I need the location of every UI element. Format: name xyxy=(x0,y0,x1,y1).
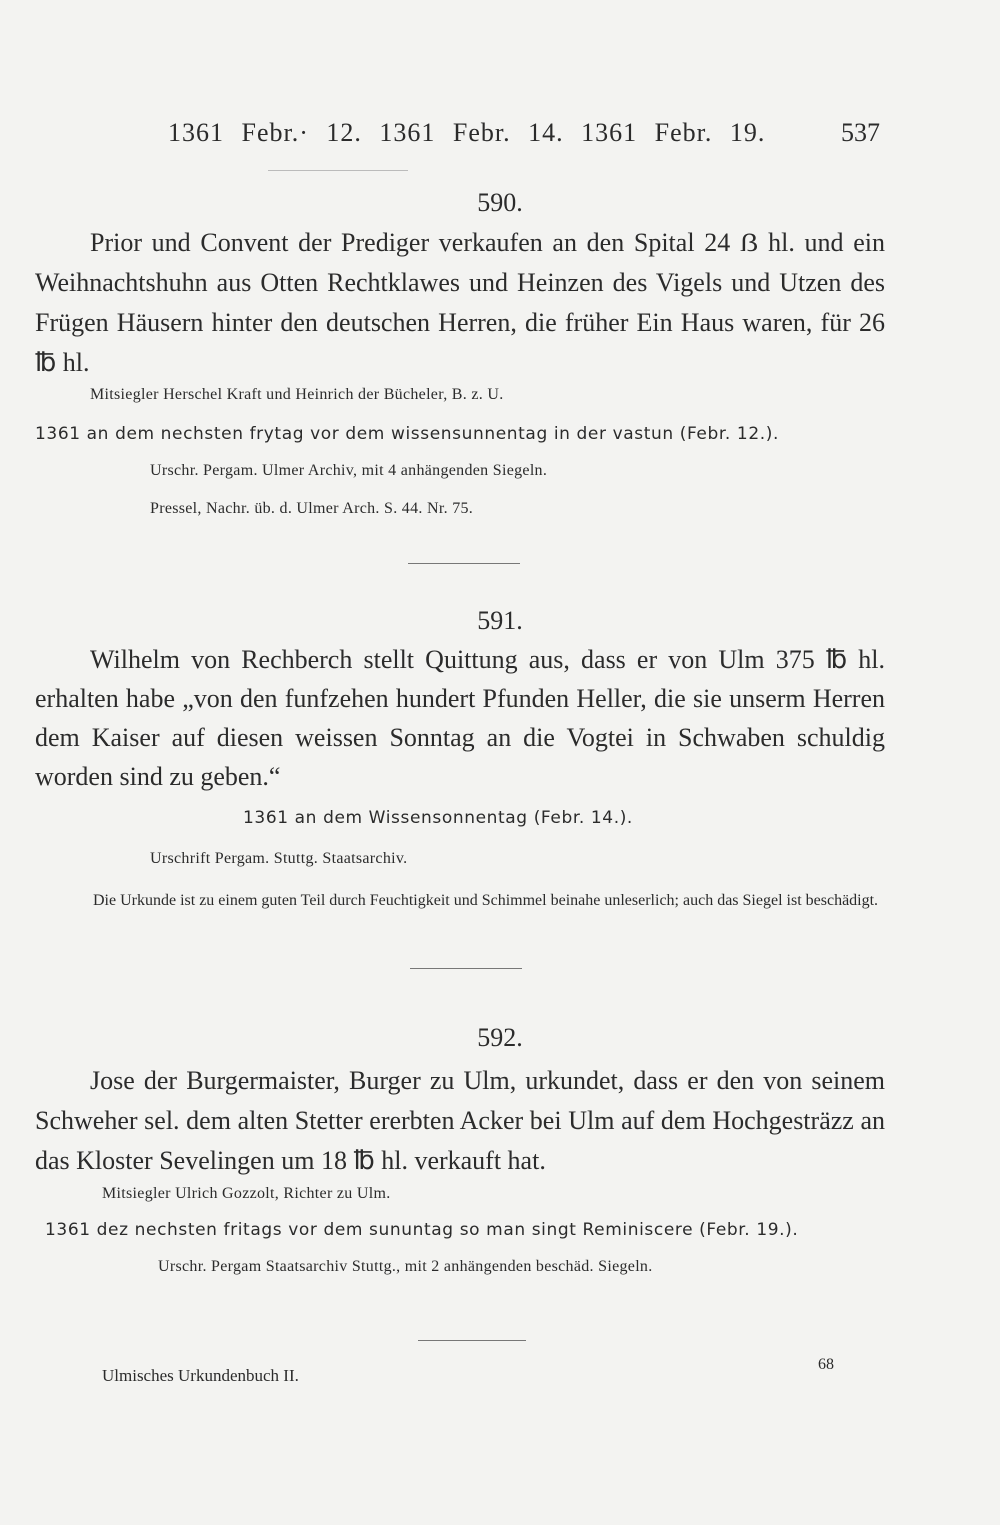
entry-date: 1361 an dem Wissensonnentag (Febr. 14.). xyxy=(243,808,633,828)
sheet-number: 68 xyxy=(818,1356,834,1373)
section-divider xyxy=(408,563,520,564)
book-title: Ulmisches Urkundenbuch II. xyxy=(102,1366,299,1385)
page-number: 537 xyxy=(841,118,880,147)
entry-source: Urschrift Pergam. Stuttg. Staatsarchiv. xyxy=(150,850,408,867)
entry-literature: Pressel, Nachr. üb. d. Ulmer Arch. S. 44. Nr. 75. xyxy=(150,500,474,517)
entry-number: 592. xyxy=(477,1023,523,1052)
entry-sealers: Mitsiegler Ulrich Gozzolt, Richter zu Ulm. xyxy=(102,1185,391,1202)
footer-rule xyxy=(418,1340,526,1341)
section-divider xyxy=(410,968,522,969)
entry-number: 591. xyxy=(477,606,523,635)
entry-date: 1361 dez nechsten fritags vor dem sununtag so man singt Reminiscere (Febr. 19.). xyxy=(45,1220,799,1240)
entry-text: Jose der Burgermaister, Burger zu Ulm, urkundet, dass er den von seinem Schweher sel. dem alten Stetter ererbten Acker bei Ulm auf dem Hochgesträzz an das Kloster Sevelingen um 18 ℔ hl. verkauft hat. xyxy=(35,1066,885,1175)
entry-sealers: Mitsiegler Herschel Kraft und Heinrich der Bücheler, B. z. U. xyxy=(90,386,504,403)
header-rule xyxy=(268,170,408,171)
entry-source: Urschr. Pergam. Ulmer Archiv, mit 4 anhängenden Siegeln. xyxy=(150,462,548,479)
entry-text: Prior und Convent der Prediger verkaufen an den Spital 24 ẞ hl. und ein Weihnachtshuhn aus Otten Rechtklawes und Heinzen des Vigels und Utzen des Frügen Häusern hinter den deutschen Herren, die früher Ein Haus waren, für 26 ℔ hl. xyxy=(35,228,885,377)
entry-note: Die Urkunde ist zu einem guten Teil durch Feuchtigkeit und Schimmel beinahe unleserlich; auch das Siegel ist beschädigt. xyxy=(93,892,879,909)
entry-date: 1361 an dem nechsten frytag vor dem wissensunnentag in der vastun (Febr. 12.). xyxy=(35,424,779,444)
entry-text: Wilhelm von Rechberch stellt Quittung aus, dass er von Ulm 375 ℔ hl. erhalten habe „von den funfzehen hundert Pfunden Heller, die sie unserm Herren dem Kaiser auf diesen weissen Sonntag an die Vogtei in Schwaben schuldig worden sind zu geben.“ xyxy=(35,645,885,791)
entry-source: Urschr. Pergam Staatsarchiv Stuttg., mit 2 anhängenden beschäd. Siegeln. xyxy=(158,1258,653,1275)
entry-number: 590. xyxy=(477,188,523,217)
header-dates: 1361 Febr.· 12. 1361 Febr. 14. 1361 Febr. 19. xyxy=(168,118,766,147)
page-header xyxy=(168,118,880,152)
